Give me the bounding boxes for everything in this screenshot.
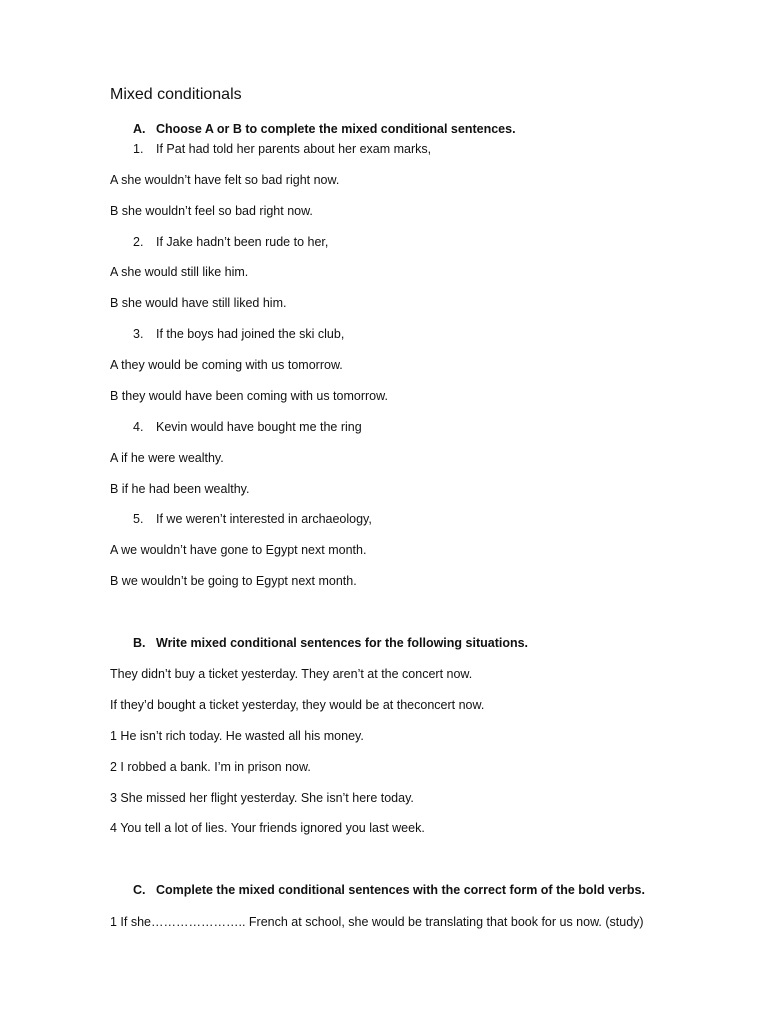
option-b: B we wouldn’t be going to Egypt next month.	[110, 574, 357, 588]
section-a-marker: A.	[133, 122, 146, 136]
question-number: 2.	[133, 235, 144, 249]
option-b: B she would have still liked him.	[110, 296, 287, 310]
example-prompt: They didn’t buy a ticket yesterday. They aren’t at the concert now.	[110, 667, 473, 681]
situation-item: 1 He isn’t rich today. He wasted all his money.	[110, 729, 364, 743]
page-title: Mixed conditionals	[110, 86, 242, 103]
situation-item: 3 She missed her flight yesterday. She isn’t here today.	[110, 791, 414, 805]
option-b: B she wouldn’t feel so bad right now.	[110, 204, 313, 218]
option-a: A we wouldn’t have gone to Egypt next month.	[110, 543, 367, 557]
question-number: 3.	[133, 327, 144, 341]
option-b: B if he had been wealthy.	[110, 482, 250, 496]
option-a: A if he were wealthy.	[110, 451, 224, 465]
question-prompt: If Pat had told her parents about her exam marks,	[156, 142, 432, 156]
question-number: 1.	[133, 142, 144, 156]
option-a: A she wouldn’t have felt so bad right now.	[110, 173, 340, 187]
completion-item: 1 If she………………….. French at school, she would be translating that book for us now. (study)	[110, 915, 644, 929]
section-c-marker: C.	[133, 883, 146, 897]
situation-item: 2 I robbed a bank. I’m in prison now.	[110, 760, 311, 774]
section-b-marker: B.	[133, 636, 146, 650]
option-a: A they would be coming with us tomorrow.	[110, 358, 343, 372]
question-number: 5.	[133, 512, 144, 526]
section-b-heading: Write mixed conditional sentences for the following situations.	[156, 636, 529, 650]
situation-item: 4 You tell a lot of lies. Your friends ignored you last week.	[110, 821, 425, 835]
question-prompt: Kevin would have bought me the ring	[156, 420, 362, 434]
question-prompt: If we weren’t interested in archaeology,	[156, 512, 372, 526]
option-b: B they would have been coming with us tomorrow.	[110, 389, 388, 403]
option-a: A she would still like him.	[110, 265, 249, 279]
question-prompt: If the boys had joined the ski club,	[156, 327, 345, 341]
section-c-heading: Complete the mixed conditional sentences with the correct form of the bold verbs.	[156, 883, 645, 897]
section-a-heading: Choose A or B to complete the mixed conditional sentences.	[156, 122, 516, 136]
question-prompt: If Jake hadn’t been rude to her,	[156, 235, 329, 249]
question-number: 4.	[133, 420, 144, 434]
example-answer: If they’d bought a ticket yesterday, they would be at theconcert now.	[110, 698, 485, 712]
